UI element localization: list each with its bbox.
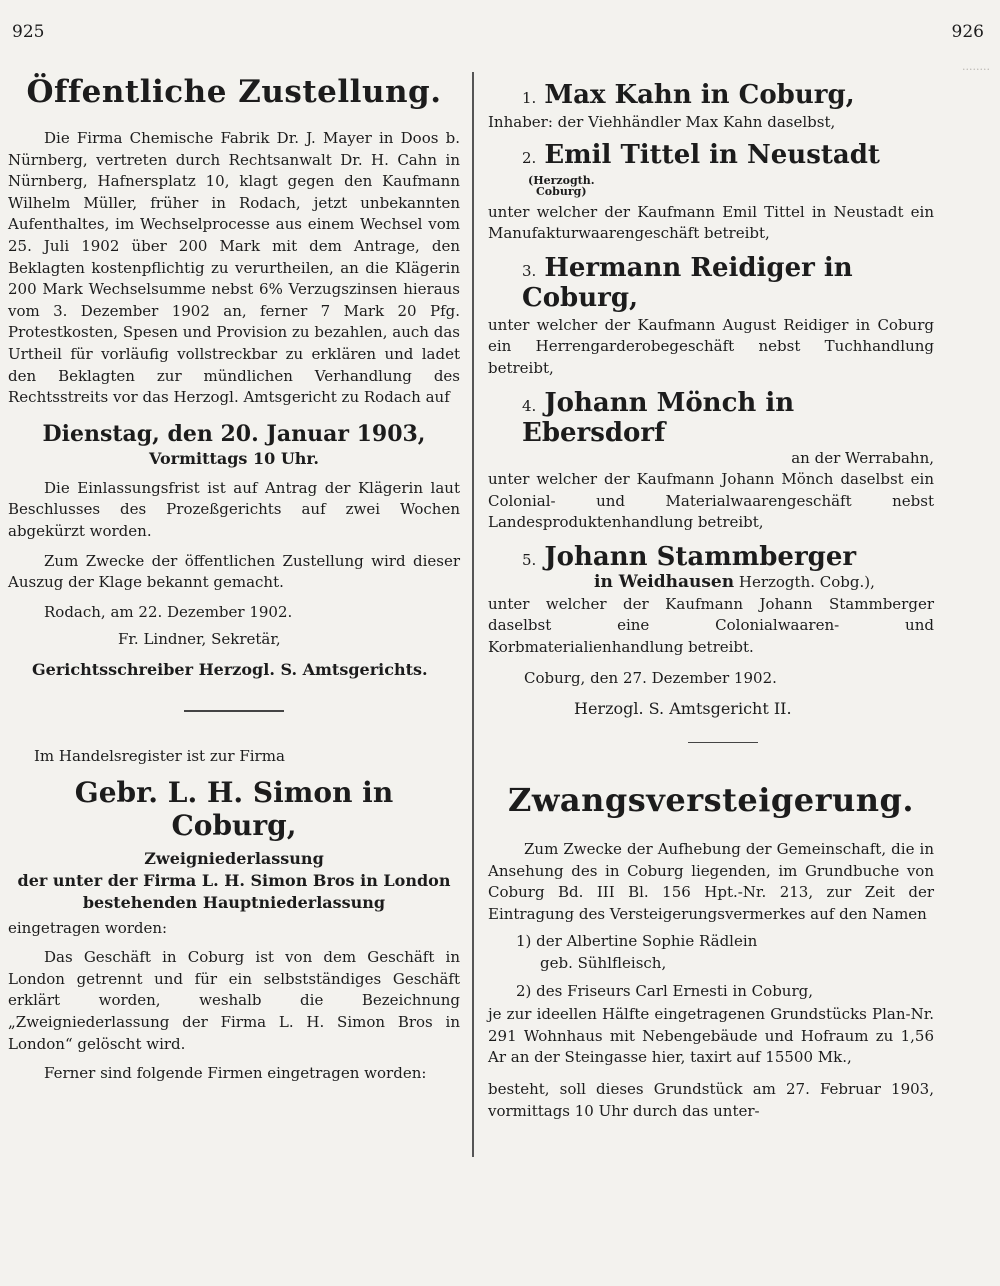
firm-entry-text: unter welcher der Kaufmann Johann Mönch daselbst ein Colonial- und Materialwaarengeschäft nebst Landesproduktenhandlung betreibt, (488, 470, 934, 532)
firm-line-3: bestehenden Hauptniederlassung (82, 892, 386, 912)
registered-label: eingetragen worden: (8, 918, 168, 937)
clerk-name: Fr. Lindner, Sekretär, (118, 630, 281, 649)
auction-owner: 1) der Albertine Sophie Rädlein (516, 932, 758, 951)
auction-title: Zwangsversteigerung. (507, 781, 915, 819)
entry-location: in Weidhausen (594, 571, 735, 592)
entry-region-note (528, 175, 595, 197)
entry-name: Johann Stammberger (544, 541, 857, 572)
clerk-title: Gerichtsschreiber Herzogl. S. Amtsgerichts. (32, 659, 428, 679)
firm-entry-subline (488, 572, 934, 594)
register-intro: Im Handelsregister ist zur Firma (34, 746, 285, 765)
register-closing: Ferner sind folgende Firmen eingetragen worden: (44, 1064, 427, 1083)
notice-body-paragraph: Die Firma Chemische Fabrik Dr. J. Mayer in Doos b. Nürnberg, vertreten durch Rechtsanwalt Dr. H. Cahn in Nürnberg, Hafnersplatz 10, klagt gegen den Kaufmann Wilhelm Müller, früher in Rodach, jetzt unbekannten Aufenthaltes, im Wechselprocesse aus einem Wechsel vom 25. Juli 1902 über 200 Mark mit dem Antrage, den Beklagten kostenpflichtig zu verurtheilen, an die Klägerin 200 Mark Wechselsumme nebst 6% Verzugszinsen hieraus vom 3. Dezember 1902 an, ferner 7 Mark 20 Pfg. Protestkosten, Spesen und Provision zu bezahlen, auch das Urtheil für vorläufig vollstreckbar zu erklären und ladet den Beklagten zur mündlichen Verhandlung des Rechtsstreits vor das Herzogl. Amtsgericht zu Rodach auf (8, 129, 460, 407)
auction-owner-maiden-name: geb. Sühlfleisch, (540, 953, 667, 972)
notice-purpose-paragraph: Zum Zwecke der öffentlichen Zustellung wird dieser Auszug der Klage bekannt gemacht. (8, 551, 460, 592)
firm-entry-text: unter welcher der Kaufmann Emil Tittel in Neustadt ein Manufakturwaarengeschäft betreibt, (488, 202, 934, 243)
register-paragraph: Das Geschäft in Coburg ist von dem Geschäft in London getrennt und für ein selbstständiges Geschäft erklärt worden, weshalb die Bezeichnung „Zweigniederlassung der Firma L. H. Simon Bros in London“ gelöscht wird. (8, 948, 460, 1053)
left-column (8, 62, 460, 1085)
firm-entry-heading (488, 140, 934, 200)
firm-line-2: der unter der Firma L. H. Simon Bros in London (17, 870, 451, 890)
entry-region-note-bottom: Coburg) (536, 184, 587, 198)
notice-deadline-paragraph: Die Einlassungsfrist ist auf Antrag der Klägerin laut Beschlusses des Prozeßgerichts auf zwei Wochen abgekürzt worden. (8, 478, 460, 540)
firm-entry-subline: an der Werrabahn, (791, 448, 934, 467)
hearing-date: Dienstag, den 20. Januar 1903, (42, 420, 426, 447)
entry-number: 4. (522, 396, 537, 415)
firm-entry-text: Inhaber: der Viehhändler Max Kahn daselbst, (488, 113, 836, 131)
section-separator (688, 742, 758, 744)
notice-title: Öffentliche Zustellung. (26, 74, 442, 110)
auction-owner: 2) des Friseurs Carl Ernesti in Coburg, (516, 981, 813, 1000)
hearing-time: Vormittags 10 Uhr. (149, 448, 319, 468)
firm-entry-heading (488, 542, 934, 572)
notice-place-date: Rodach, am 22. Dezember 1902. (44, 602, 293, 621)
entry-number: 3. (522, 261, 537, 280)
register-place-date: Coburg, den 27. Dezember 1902. (524, 669, 777, 688)
firm-heading: Gebr. L. H. Simon in Coburg, (74, 775, 394, 842)
entry-name: Johann Mönch in Ebersdorf (522, 387, 795, 448)
auction-paragraph: Zum Zwecke der Aufhebung der Gemeinschaft, die in Ansehung des in Coburg liegenden, im Grundbuche von Coburg Bd. III Bl. 156 Hpt.-Nr. 213, zur Zeit der Eintragung des Versteigerungsvermerkes auf den Namen (488, 840, 934, 923)
branch-label: Zweigniederlassung (144, 848, 324, 868)
register-court: Herzogl. S. Amtsgericht II. (574, 698, 792, 718)
entry-location-note: Herzogth. Cobg.), (738, 572, 875, 591)
entry-name: Emil Tittel in Neustadt (544, 139, 880, 170)
entry-number: 1. (522, 89, 537, 107)
page-number-right: 926 (951, 22, 984, 42)
auction-date-paragraph: besteht, soll dieses Grundstück am 27. Februar 1903, vormittags 10 Uhr durch das unter- (488, 1079, 934, 1120)
section-separator (184, 710, 284, 712)
entry-name: Max Kahn in Coburg, (544, 80, 855, 110)
firm-entry-heading (488, 253, 934, 313)
firm-entry-heading (488, 80, 934, 110)
firm-entry-text: unter welcher der Kaufmann August Reidiger in Coburg ein Herrengarderobegeschäft nebst Tuchhandlung betreibt, (488, 315, 934, 377)
entry-number: 2. (522, 148, 537, 167)
entry-number: 5. (522, 550, 537, 569)
column-divider (472, 72, 474, 1157)
entry-region-note-top: (Herzogth. (528, 173, 595, 187)
entry-name: Hermann Reidiger in Coburg, (522, 252, 853, 313)
firm-entry-text: unter welcher der Kaufmann Johann Stammberger daselbst eine Colonialwaaren- und Korbmaterialienhandlung betreibt. (488, 594, 934, 656)
right-column (488, 60, 990, 1122)
firm-entry-heading (488, 388, 934, 448)
page-number-left: 925 (12, 22, 45, 42)
auction-property-paragraph: je zur ideellen Hälfte eingetragenen Grundstücks Plan-Nr. 291 Wohnhaus mit Nebengebäude und Hofraum zu 1,56 Ar an der Steingasse hier, taxirt auf 15500 Mk., (488, 1005, 934, 1067)
margin-fragment: ........ (962, 60, 990, 73)
